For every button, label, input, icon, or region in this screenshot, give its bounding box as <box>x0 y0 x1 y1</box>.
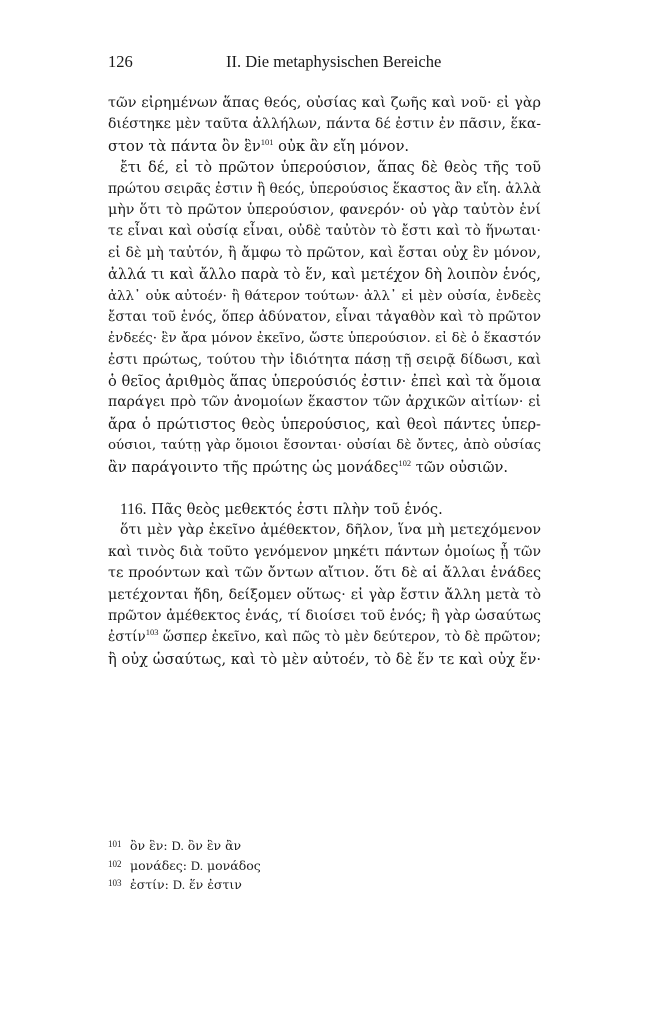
text-span: ὥσπερ ἐκεῖνο, καὶ πῶς τὸ μὲν δεύτερον, τὸ δὲ πρῶτον; <box>158 629 541 646</box>
text-span: ἂν παράγοιντο τῆς πρώτης ὡς μονάδες <box>108 458 399 476</box>
footnote-ref-103[interactable]: 103 <box>145 627 159 638</box>
footnote-number: 101 <box>108 839 122 849</box>
text-span: τῶν οὐσιῶν. <box>411 458 509 476</box>
footnote-text: ὂν ἓν ἂν <box>183 838 242 853</box>
section-heading-text: Πᾶς θεὸς μεθεκτός ἐστι πλὴν τοῦ ἑνός. <box>151 501 443 519</box>
text-span: ἐστίν <box>108 629 146 646</box>
text-line: καὶ τινὸς διὰ τοῦτο γενόμενον μηκέτι πάντων ὁμοίως ᾖ τῶν <box>108 543 541 560</box>
text-line: πρώτου σειρᾶς ἐστιν ἢ θεός, ὑπερούσιος ἕκαστος ἂν εἴη. ἀλλὰ <box>108 180 541 197</box>
text-line: ἔτι δέ, εἰ τὸ πρῶτον ὑπερούσιον, ἅπας δὲ θεὸς τῆς τοῦ <box>120 159 541 177</box>
text-line: μὴν ὅτι τὸ πρῶτον ὑπερούσιον, φανερόν· οὐ γὰρ ταὐτὸν ἑνί <box>108 201 541 218</box>
text-line: ὁ θεῖος ἀριθμὸς ἅπας ὑπερούσιός ἐστιν· ἐπεὶ καὶ τὰ ὅμοια <box>108 373 541 391</box>
footnote-text: ἐστίν: <box>130 877 173 892</box>
text-line: τῶν εἰρημένων ἅπας θεός, οὐσίας καὶ ζωῆς καὶ νοῦ· εἰ γὰρ <box>108 95 541 111</box>
text-span: στον τὰ πάντα ὂν ἓν <box>108 137 261 155</box>
footnote-ref-102[interactable]: 102 <box>398 457 412 468</box>
text-line <box>108 627 541 648</box>
text-line: ούσιοι, ταύτῃ γὰρ ὅμοιοι ἔσονται· οὐσίαι δὲ ὄντες, ἀπὸ οὐσίας <box>108 438 541 454</box>
page-number: 126 <box>108 52 133 71</box>
text-line: διέστηκε μὲν ταῦτα ἀλλήλων, πάντα δέ ἐστιν ἐν πᾶσιν, ἕκα- <box>108 116 541 133</box>
text-line: ἐνδεές· ἓν ἄρα μόνον ἐκεῖνο, ὥστε ὑπερούσιον. εἰ δὲ ὁ ἕκαστόν <box>108 331 541 347</box>
text-line: ἢ οὐχ ὡσαύτως, καὶ τὸ μὲν αὐτοέν, τὸ δὲ ἕν τε καὶ οὐχ ἕν· <box>108 650 541 668</box>
text-line: παράγει πρὸ τῶν ἀνομοίων ἕκαστον τῶν ἀρχικῶν αἰτίων· εἰ <box>108 394 541 411</box>
footnote-source: D. <box>190 858 204 873</box>
text-line: τε εἶναι καὶ οὐσίᾳ εἶναι, οὐδὲ ταὐτὸν τὸ ἔστι καὶ τὸ ἥνωται· <box>108 223 541 240</box>
footnote-103 <box>108 875 541 895</box>
footnote-source: D. <box>171 839 184 853</box>
footnote-number: 103 <box>108 878 122 888</box>
section-number: 116. <box>120 501 147 519</box>
footnote-ref-101[interactable]: 101 <box>260 136 274 147</box>
text-line <box>108 136 541 157</box>
footnote-text: μονάδες: <box>130 857 191 873</box>
footnote-102 <box>108 856 541 876</box>
text-span: οὐκ ἂν εἴη μόνον. <box>273 137 410 155</box>
text-line: τε προόντων καὶ τῶν ὄντων αἴτιον. ὅτι δὲ αἱ ἄλλαι ἑνάδες <box>108 565 541 582</box>
footnotes <box>108 836 541 895</box>
footnote-source: D. <box>172 878 185 892</box>
running-head <box>108 52 541 72</box>
text-line: ἐστι πρώτως, τούτου τὴν ἰδιότητα πάσῃ τῇ σειρᾷ δίδωσι, καὶ <box>108 351 541 368</box>
body-text <box>108 93 541 670</box>
text-line: μετέχονται ἤδη, δείξομεν οὕτως· εἰ γὰρ ἔστιν ἄλλη μετὰ τὸ <box>108 586 541 603</box>
text-line: ἄρα ὁ πρώτιστος θεὸς ὑπερούσιος, καὶ θεοὶ πάντες ὑπερ- <box>108 415 541 433</box>
text-line: πρῶτον ἀμέθεκτος ἑνάς, τί διοίσει τοῦ ἑνός; ἢ γὰρ ὡσαύτως <box>108 607 541 624</box>
running-title: II. Die metaphysischen Bereiche <box>226 52 442 71</box>
text-line: ὅτι μὲν γὰρ ἐκεῖνο ἀμέθεκτον, δῆλον, ἵνα μὴ μετεχόμενον <box>120 522 541 539</box>
text-line: ἀλλ᾽ οὐκ αὐτοέν· ἢ θάτερον τούτων· ἀλλ᾽ εἰ μὲν οὐσία, ἐνδεὲς <box>108 288 541 304</box>
footnote-101 <box>108 836 541 856</box>
text-line: ἀλλά τι καὶ ἄλλο παρὰ τὸ ἕν, καὶ μετέχον δὴ λοιπὸν ἑνός, <box>108 266 541 284</box>
page <box>108 52 541 670</box>
section-heading <box>108 499 541 520</box>
paragraph-gap <box>108 478 541 499</box>
footnote-number: 102 <box>108 858 122 869</box>
text-line: εἰ δὲ μὴ ταὐτόν, ἢ ἄμφω τὸ πρῶτον, καὶ ἔσται οὐχ ἓν μόνον, <box>108 244 541 261</box>
footnote-text: ἕν ἐστιν <box>185 877 242 892</box>
footnote-text: μονάδος <box>203 857 261 873</box>
text-line: ἔσται τοῦ ἑνός, ὅπερ ἀδύνατον, εἶναι τἀγαθὸν καὶ τὸ πρῶτον <box>108 308 541 325</box>
footnote-text: ὂν ἓν: <box>130 838 172 853</box>
text-line <box>108 457 541 478</box>
